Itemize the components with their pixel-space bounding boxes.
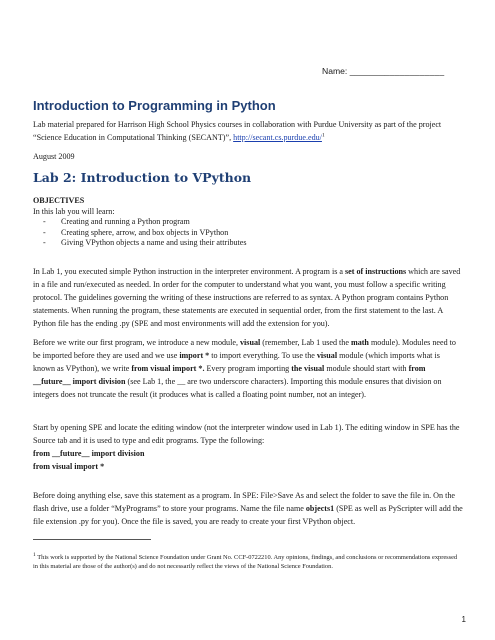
footnote [33, 553, 463, 571]
footnote-separator [33, 539, 151, 540]
paragraph-programs: In Lab 1, you executed simple Python instruction in the interpreter environment. A program is a set of instructions which are saved in a file and run/executed as needed. In order for the computer to understand what you want, you must follow a specific writing protocol. The guidelines governing the writing of these instructions are referred to as syntax. A Python program contains Python statements. When running the program, these statements are executed in sequential order, from the first statement to the last. A Python file has the ending .py (SPE and most environments will add the extension for you). [33, 267, 461, 328]
objective-item: - Giving VPython objects a name and using their attributes [43, 238, 247, 247]
secant-link[interactable]: http://secant.cs.purdue.edu/ [233, 133, 322, 142]
name-field-line [322, 66, 472, 76]
objectives-heading: OBJECTIVES [33, 196, 85, 205]
document-title: Introduction to Programming in Python [33, 98, 276, 113]
page-number: 1 [461, 615, 466, 624]
objective-item: - Creating sphere, arrow, and box objects in VPython [43, 227, 229, 237]
intro-paragraph [33, 118, 463, 144]
name-blank: ___________________ [349, 66, 445, 76]
paragraph-save-program: Before doing anything else, save this statement as a program. In SPE: File>Save As and select the folder to save the file in. On the flash drive, use a folder “MyPrograms” to store your programs. Name the file name objects1 (SPE as well as PyScripter will add the file extension .py for you). Once the file is saved, you are ready to create your first VPython object. [33, 491, 463, 526]
dash-bullet: - [43, 227, 46, 237]
objectives-section [33, 196, 463, 249]
footnote-marker: 1 [33, 551, 36, 558]
dash-bullet: - [43, 238, 46, 247]
document-date: August 2009 [33, 152, 75, 161]
name-label: Name: [322, 66, 350, 76]
paragraph-visual-module: Before we write our first program, we introduce a new module, visual (remember, Lab 1 used the math module). Modules need to be imported before they are used and we use import * to import everything. To use the visual module (which imports what is known as VPython), we write from visual import *. Every program importing the visual module should start with from __future__ import division (see Lab 1, the __ are two underscore characters). Importing this module ensures that division on integers does not truncate the result (it produces what is called a floating point number, not an integer). [33, 338, 456, 399]
objectives-lead: In this lab you will learn: [33, 206, 115, 216]
dash-bullet: - [43, 217, 46, 226]
lab-title: Lab 2: Introduction to VPython [33, 170, 252, 185]
footnote-text: This work is supported by the National Science Foundation under Grant No. CCF-0722210. Any opinions, findings, and conclusions or recommendations expressed in this material are those of the author(s) and do not necessarily reflect the views of the National Science Foundation. [33, 554, 458, 571]
code-line: from visual import * [33, 462, 105, 471]
code-line: from __future__ import division [33, 449, 145, 458]
intro-text: Lab material prepared for Harrison High School Physics courses in collaboration with Purdue University as part of the project “Science Education in Computational Thinking (SECANT)”, [33, 120, 442, 142]
objective-item: - Creating and running a Python program [43, 217, 190, 226]
objectives-list [33, 217, 463, 249]
footnote-ref[interactable]: 1 [321, 132, 325, 139]
paragraph-spe-editor: Start by opening SPE and locate the editing window (not the interpreter window used in Lab 1). The editing window in SPE has the Source tab and it is used to type and edit programs. Type the following: from __future__ import division from visual import * [33, 421, 463, 473]
